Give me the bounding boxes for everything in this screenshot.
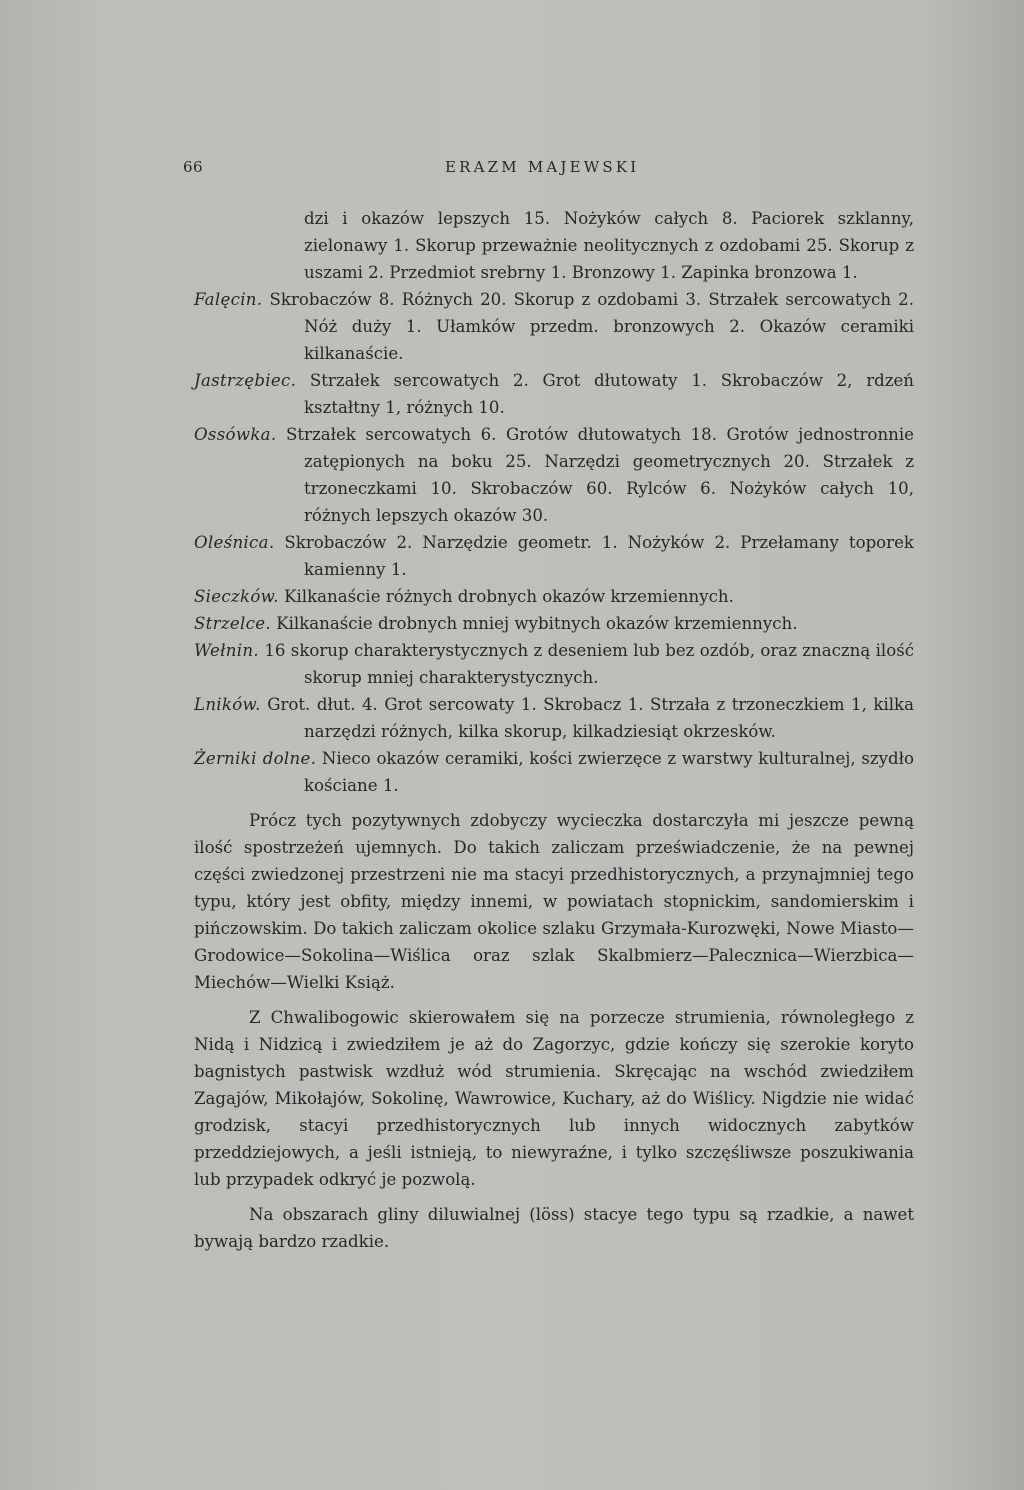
site-name: Ossówka. <box>194 425 277 444</box>
site-name: Żerniki dolne. <box>194 749 317 768</box>
continuation-entry: dzi i okazów lepszych 15. Nożyków całych 8. Paciorek szklanny, zielonawy 1. Skorup przeważnie neolitycznych z ozdobami 25. Skorup z uszami 2. Przedmiot srebrny 1. Bronzowy 1. Zapinka bronzowa 1. <box>304 209 914 282</box>
site-findings: 16 skorup charakterystycznych z deseniem lub bez ozdób, oraz znaczną ilość skorup mniej charakterystycznych. <box>264 641 914 687</box>
site-entry-jastrzebiec <box>194 367 914 421</box>
site-name: Sieczków. <box>194 587 279 606</box>
site-entry-welnin <box>194 637 914 691</box>
site-findings: Strzałek sercowatych 6. Grotów dłutowatych 18. Grotów jednostronnie zatępionych na boku 25. Narzędzi geometrycznych 20. Strzałek z trzoneczkami 10. Skrobaczów 60. Rylców 6. Nożyków całych 10, różnych lepszych okazów 30. <box>286 425 914 525</box>
site-findings: Kilkanaście drobnych mniej wybitnych okazów krzemiennych. <box>276 614 798 633</box>
site-entry-lnikow <box>194 691 914 745</box>
site-entry-zerniki-dolne <box>194 745 914 799</box>
paragraph-route: Z Chwalibogowic skierowałem się na porzecze strumienia, równoległego z Nidą i Nidzicą i zwiedziłem je aż do Zagorzyc, gdzie kończy się szerokie koryto bagnistych pastwisk wzdłuż wód strumienia. Skręcając na wschód zwiedziłem Zagajów, Mikołajów, Sokolinę, Wawrowice, Kuchary, aż do Wiślicy. Nigdzie nie widać grodzisk, stacyi przedhistorycznych lub innych widocznych zabytków przeddziejowych, a jeśli istnieją, to niewyraźne, i tylko szczęśliwsze poszukiwania lub przypadek odkryć je pozwolą. <box>194 1008 914 1189</box>
site-entry-strzelce <box>194 610 914 637</box>
site-name: Wełnin. <box>194 641 259 660</box>
paragraph-loess: Na obszarach gliny diluwialnej (löss) stacye tego typu są rzadkie, a nawet bywają bardzo rzadkie. <box>194 1205 914 1251</box>
spacer <box>194 996 914 1004</box>
page-body <box>194 205 914 1255</box>
spacer <box>194 799 914 807</box>
site-entry-sieczkow <box>194 583 914 610</box>
page-header <box>0 158 1024 182</box>
site-entry-ossowka <box>194 421 914 529</box>
site-name: Strzelce. <box>194 614 271 633</box>
site-entry-olesnica <box>194 529 914 583</box>
paragraph-negative-observations: Prócz tych pozytywnych zdobyczy wycieczka dostarczyła mi jeszcze pewną ilość spostrzeżeń ujemnych. Do takich zaliczam przeświadczenie, że na pewnej części zwiedzonej przestrzeni nie ma stacyi przedhistorycznych, a przynajmniej tego typu, który jest obfity, między innemi, w powiatach stopnickim, sandomierskim i pińczowskim. Do takich zaliczam okolice szlaku Grzymała-Kurozwęki, Nowe Miasto—Grodowice—Sokolina—Wiślica oraz szlak Skalbmierz—Palecznica—Wierzbica—Miechów—Wielki Książ. <box>194 811 914 992</box>
site-name: Oleśnica. <box>194 533 275 552</box>
site-name: Lników. <box>194 695 261 714</box>
site-findings: Skrobaczów 8. Różnych 20. Skorup z ozdobami 3. Strzałek sercowatych 2. Nóż duży 1. Ułamków przedm. bronzowych 2. Okazów ceramiki kilkanaście. <box>269 290 914 363</box>
running-title: ERAZM MAJEWSKI <box>445 158 640 176</box>
site-entry-falecin <box>194 286 914 367</box>
site-name: Falęcin. <box>194 290 263 309</box>
page-number: 66 <box>183 158 204 176</box>
site-findings: Strzałek sercowatych 2. Grot dłutowaty 1. Skrobaczów 2, rdzeń kształtny 1, różnych 10. <box>304 371 914 417</box>
site-name: Jastrzębiec. <box>194 371 297 390</box>
spacer <box>194 1193 914 1201</box>
site-findings: Skrobaczów 2. Narzędzie geometr. 1. Nożyków 2. Przełamany toporek kamienny 1. <box>284 533 914 579</box>
site-findings: Nieco okazów ceramiki, kości zwierzęce z warstwy kulturalnej, szydło kościane 1. <box>304 749 914 795</box>
site-findings: Grot. dłut. 4. Grot sercowaty 1. Skrobacz 1. Strzała z trzoneczkiem 1, kilka narzędzi różnych, kilka skorup, kilkadziesiąt okrzesków. <box>267 695 915 741</box>
site-findings: Kilkanaście różnych drobnych okazów krzemiennych. <box>284 587 734 606</box>
